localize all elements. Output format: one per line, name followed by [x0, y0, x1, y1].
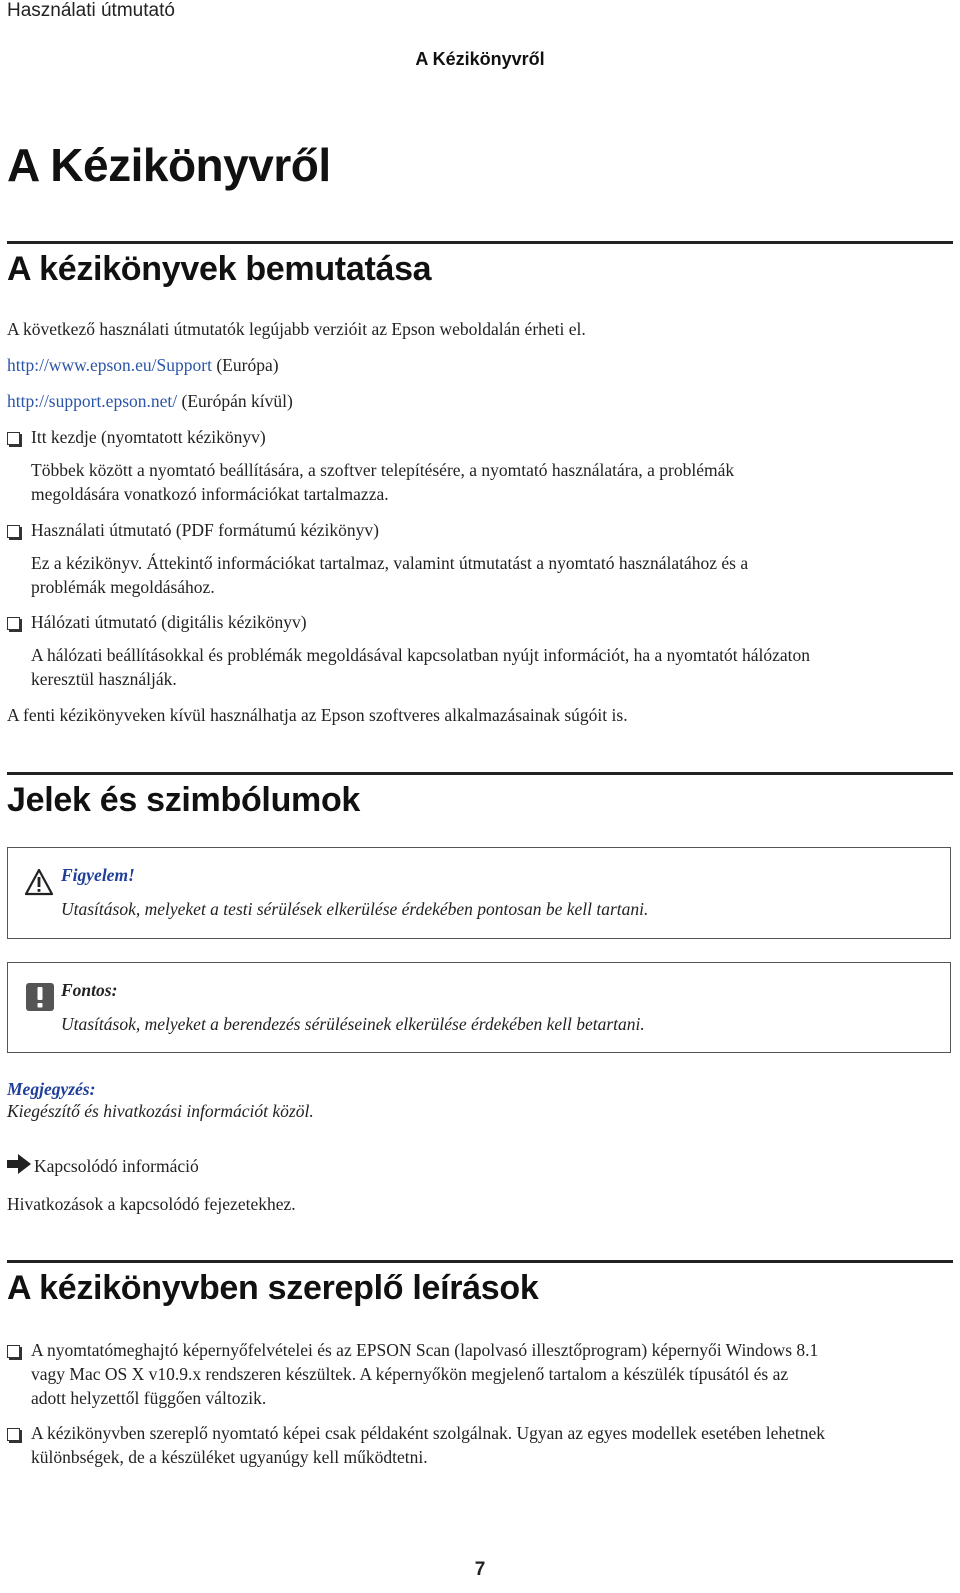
- link-suffix: (Európa): [211, 355, 279, 375]
- checkbox-bullet-icon: [7, 1345, 20, 1358]
- important-box: [7, 962, 951, 1053]
- important-text: Utasítások, melyeket a berendezés sérüléseinek elkerülése érdekében kell betartani.: [61, 1014, 645, 1034]
- description-item: vagy Mac OS X v10.9.x rendszeren készültek. A képernyőkön megjelenő tartalom a készülék típusától és az: [31, 1364, 789, 1384]
- manual-item-desc: megoldására vonatkozó információkat tartalmazza.: [31, 484, 389, 504]
- important-exclamation-icon: [26, 983, 54, 1011]
- link-line-outside-europe: [7, 389, 293, 414]
- section-divider: [7, 772, 953, 775]
- description-item: különbségek, de a készüléket ugyanúgy kell működtetni.: [31, 1447, 428, 1467]
- checkbox-bullet-icon: [7, 525, 20, 538]
- warning-text: Utasítások, melyeket a testi sérülések elkerülése érdekében pontosan be kell tartani.: [61, 899, 649, 919]
- manual-item-desc: Ez a kézikönyv. Áttekintő információkat tartalmaz, valamint útmutatást a nyomtató használatához és a: [31, 553, 749, 573]
- manual-item-desc: problémák megoldásához.: [31, 577, 215, 597]
- link-suffix: (Európán kívül): [177, 391, 293, 411]
- warning-triangle-icon: [24, 868, 54, 896]
- page-number: 7: [474, 1559, 486, 1580]
- manual-item-desc: A hálózati beállításokkal és problémák megoldásával kapcsolatban nyújt információt, ha a nyomtatót hálózaton: [31, 645, 810, 665]
- page-title: A Kézikönyvről: [7, 139, 331, 191]
- section-divider: [7, 241, 953, 244]
- description-item: A nyomtatómeghajtó képernyőfelvételei és az EPSON Scan (lapolvasó illesztőprogram) képernyői Windows 8.1: [31, 1340, 819, 1360]
- related-info-title: Kapcsolódó információ: [34, 1156, 199, 1176]
- outro-paragraph: A fenti kézikönyveken kívül használhatja az Epson szoftveres alkalmazásainak súgóit is.: [7, 705, 628, 725]
- description-item: A kézikönyvben szereplő nyomtató képei csak példaként szolgálnak. Ugyan az egyes modellek esetében lehetnek: [31, 1423, 826, 1443]
- important-title: Fontos:: [61, 980, 118, 1000]
- running-header-left: Használati útmutató: [7, 0, 175, 21]
- manual-item-title: Használati útmutató (PDF formátumú kézikönyv): [31, 520, 379, 540]
- epson-net-support-link[interactable]: http://support.epson.net/: [7, 391, 178, 411]
- manual-item-desc: keresztül használják.: [31, 669, 177, 689]
- section-heading-symbols: Jelek és szimbólumok: [7, 781, 361, 819]
- note-title: Megjegyzés:: [7, 1079, 96, 1099]
- related-info-text: Hivatkozások a kapcsolódó fejezetekhez.: [7, 1194, 296, 1214]
- manual-item-title: Hálózati útmutató (digitális kézikönyv): [31, 612, 307, 632]
- intro-paragraph: A következő használati útmutatók legújabb verzióit az Epson weboldalán érheti el.: [7, 319, 586, 339]
- checkbox-bullet-icon: [7, 432, 20, 445]
- link-line-europe: [7, 353, 279, 378]
- epson-eu-support-link[interactable]: http://www.epson.eu/Support: [7, 355, 212, 375]
- section-heading-descriptions: A kézikönyvben szereplő leírások: [7, 1269, 539, 1307]
- checkbox-bullet-icon: [7, 617, 20, 630]
- manual-item-title: Itt kezdje (nyomtatott kézikönyv): [31, 427, 266, 447]
- manual-item-desc: Többek között a nyomtató beállítására, a szoftver telepítésére, a nyomtató használatára, a problémák: [31, 460, 735, 480]
- section-divider: [7, 1260, 953, 1263]
- description-item: adott helyzettől függően változik.: [31, 1388, 267, 1408]
- checkbox-bullet-icon: [7, 1428, 20, 1441]
- running-header-center: A Kézikönyvről: [415, 49, 545, 69]
- arrow-right-icon: [7, 1154, 31, 1174]
- warning-box: [7, 847, 951, 939]
- note-text: Kiegészítő és hivatkozási információt közöl.: [7, 1101, 314, 1121]
- warning-title: Figyelem!: [61, 865, 135, 885]
- section-heading-manuals: A kézikönyvek bemutatása: [7, 250, 432, 288]
